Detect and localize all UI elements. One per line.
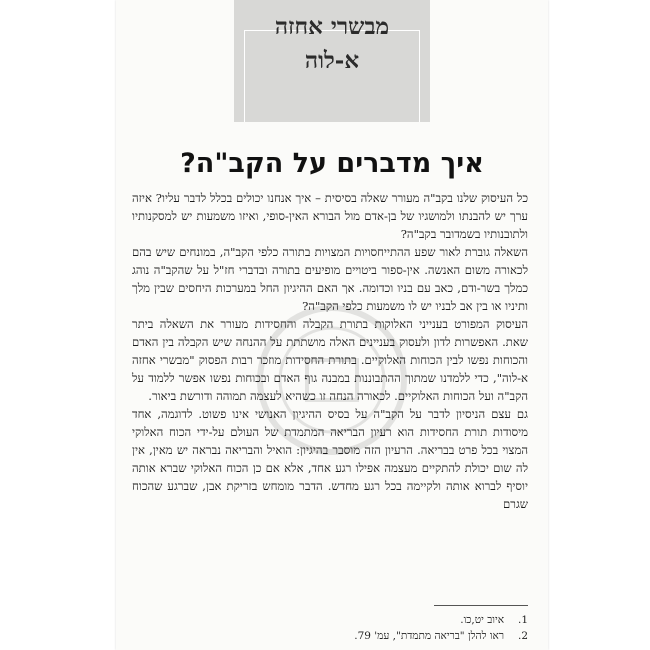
book-page — [116, 0, 548, 650]
footnotes — [136, 612, 528, 644]
footnote-text: ראו להלן "בריאה מתמדת", עמ' 79. — [354, 630, 504, 642]
chapter-title-box — [234, 0, 430, 122]
footnote-item — [136, 628, 528, 644]
chapter-title-line1: מבשרי אחזה — [274, 13, 390, 40]
chapter-title-line2: א-לוה — [304, 47, 360, 74]
chapter-title — [234, 10, 430, 78]
paragraph: גם עצם הניסיון לדבר על הקב"ה על בסיס ההיגיון האנושי אינו פשוט. לדוגמה, אחד מיסודות תורת החסידות הוא רעיון הבריאה המתמדת של העולם על-ידי הכוח האלוקי המצוי בכל פרט בבריאה. הרעיון הזה מוסבר בהיגיון: הואיל והבריאה נבראה יש מאין, אין לה שום יכולת להתקיים מעצמה אפילו רגע אחד, אלא אם כן הכוח האלוקי שברא אותה יוסיף לברוא אותה ולקיימה בכל רגע מחדש. הדבר מומחש בזריקת אבן, שברגע שהכוח שגרם — [132, 407, 528, 511]
footnote-divider — [434, 605, 528, 606]
paragraph: השאלה גוברת לאור שפע ההתייחסויות המצויות בתורה כלפי הקב"ה, במונחים שיש בהם לכאורה משום האנשה. אין-ספור ביטויים מופיעים בתורה ובדברי חז"ל על שהקב"ה נוהג כמלך בשר-ודם, כאב עם בניו וכדומה. אך האם ההיגיון החל במערכות היחסים שבין מלך ותיניו או בין אב לבניו יש לו משמעות כלפי הקב"ה? — [132, 245, 528, 313]
section-heading: איך מדברים על הקב"ה? — [180, 148, 484, 179]
footnote-text: איוב יט,כו. — [460, 614, 504, 626]
footnote-number: 2. — [517, 630, 528, 642]
body-text — [132, 190, 528, 514]
paragraph: העיסוק המפורט בענייני האלוקות בתורת הקבלה והחסידות מעורר את השאלה ביתר שאת. האפשרות לדון ולעסוק בעניינים האלה מושתתת על ההנחה שיש הקבלה בין האדם והכוחות נפשו לבין הכוחות האלוקיים. בתורת החסידות מוזכר רבות הפסוק "מבשרי אחזה א-לוה", כדי ללמדנו שמתוך ההתבוננות במבנה גוף האדם ובכוחות נפשו אפשר ללמוד על הקב"ה ועל הכוחות האלוקיים. לכאורה הנחה זו כשהיא לעצמה תמוהה ודורשת ביאור. — [132, 317, 528, 403]
footnote-number: 1. — [517, 614, 528, 626]
footnote-item — [136, 612, 528, 628]
paragraph: כל העיסוק שלנו בקב"ה מעורר שאלה בסיסית – איך אנחנו יכולים בכלל לדבר עליו? איזה ערך יש להבנתו ולמושגיו של בן-אדם מול הבורא האין-סופי, ואיזו משמעות יש למסקנותיו ולתובנותיו בשמדובר בקב"ה? — [132, 191, 528, 241]
